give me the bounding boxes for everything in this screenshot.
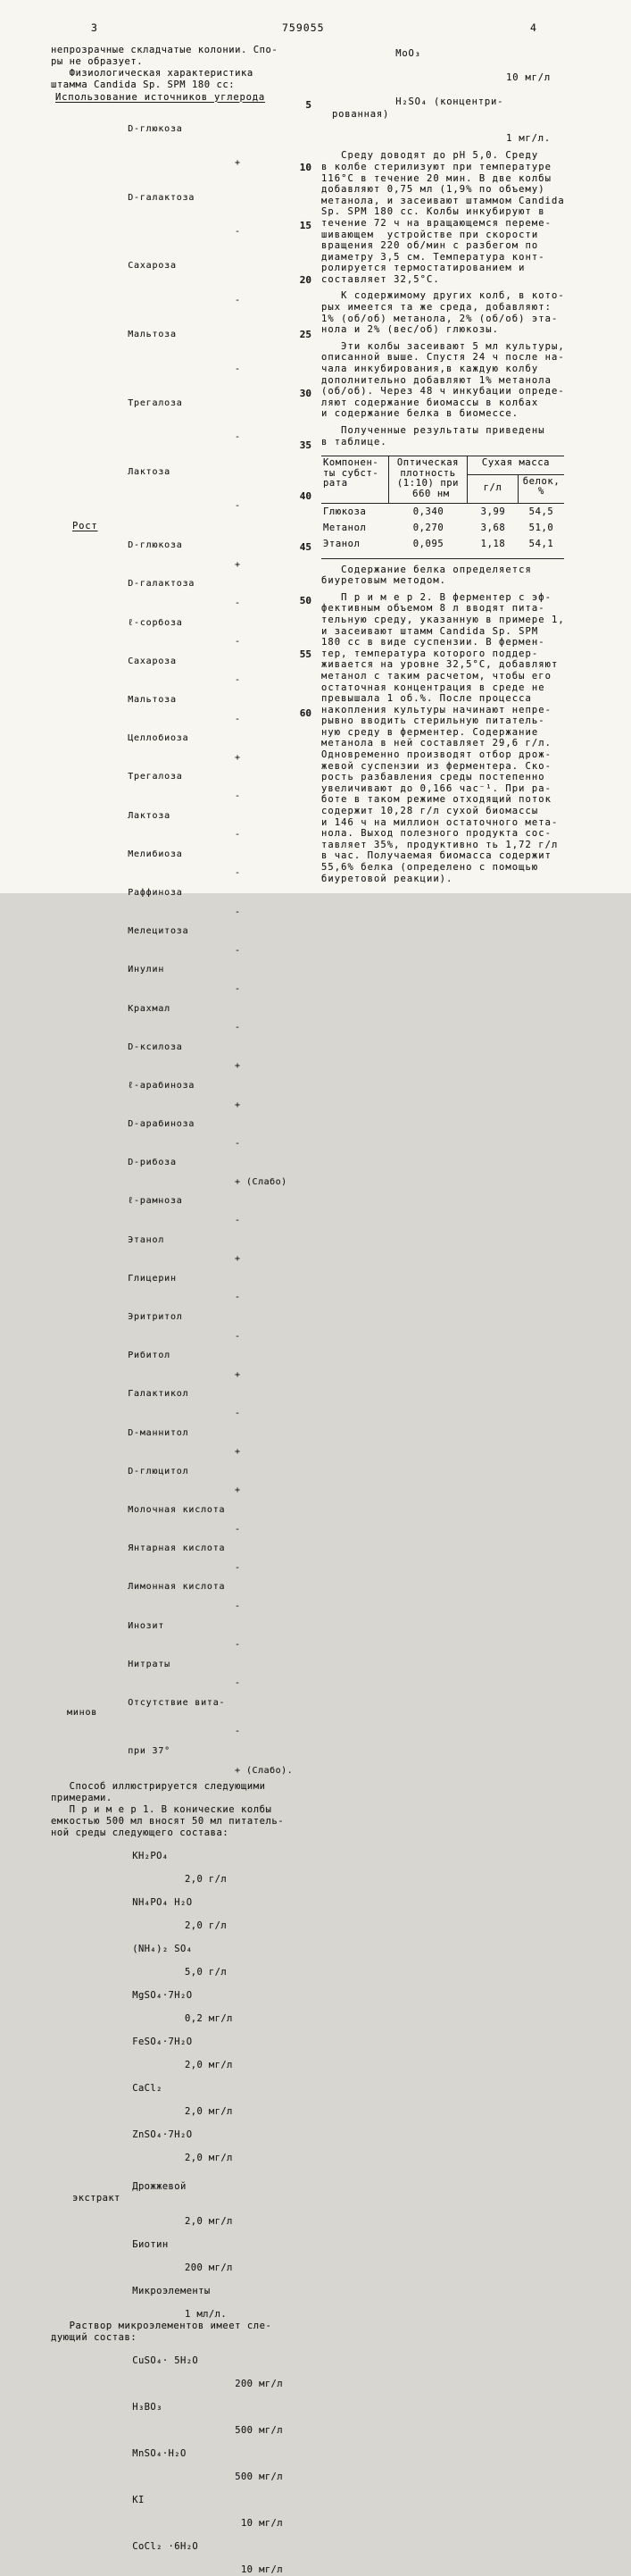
carbon-sources-heading: Использование источников углерода — [55, 91, 266, 103]
growth-row — [67, 1535, 304, 1573]
chemical-formula: (NH₄)₂ SO₄ — [132, 1943, 193, 1954]
medium-preparation-paragraph: Среду доводят до pH 5,0. Среду в колбе стерилизуют при температуре 116°С в течение 20 мин. В две колбы добавляют 0,75 мл (1,9% по объему) метанола, и засеивают штаммом Candida Sp. SPM 180 cc. Колбы инкубируют в течение 72 ч на вращающемся переме- шивающем устройстве при скорости вращения 220 об/мин с разбегом по диаметру 3,5 см. Температура конт- ролируется термостатированием и составляет 32,5°С. — [321, 150, 565, 285]
reaction-sign: - — [235, 637, 241, 648]
extra-components-list — [51, 2170, 304, 2321]
substance-name: Сахароза — [128, 656, 177, 666]
substance-name: ℓ-сорбоза — [128, 617, 183, 628]
reaction-sign: + — [235, 158, 241, 169]
trace-element-row — [72, 2530, 304, 2576]
cell-component: Метанол — [323, 522, 367, 533]
reaction-sign: - — [235, 295, 241, 305]
reaction-sign: - — [235, 1216, 241, 1226]
medium-component-row — [72, 2025, 304, 2071]
reaction-sign: + — [235, 752, 241, 763]
intro-paragraph: непрозрачные складчатые колонии. Спо- ры не образует. — [51, 45, 278, 67]
substance-name: D-галактоза — [128, 192, 195, 203]
reaction-sign: - — [235, 1331, 241, 1342]
cell-dry-mass: 1,18 — [480, 538, 506, 549]
chemical-formula: H₃BO₃ — [132, 2401, 162, 2413]
substance-name: D-маннитол — [128, 1427, 189, 1438]
growth-row — [67, 1072, 304, 1110]
chemical-formula: NH₄PO₄ H₂O — [132, 1896, 193, 1908]
right-column — [321, 36, 594, 884]
carbon-source-row — [67, 378, 304, 447]
reaction-sign: - — [235, 1023, 241, 1033]
reaction-sign: - — [235, 1640, 241, 1651]
growth-row — [67, 764, 304, 802]
substance-name: Мальтоза — [128, 330, 177, 340]
chemical-formula: FeSO₄·7H₂O — [132, 2036, 193, 2047]
column-subheader-protein: белок, % — [522, 475, 560, 498]
growth-row — [67, 571, 304, 609]
reaction-sign: - — [235, 501, 241, 512]
amount-value: 10 мг/л — [240, 2517, 283, 2529]
amount-value: 5,0 г/л — [185, 1966, 228, 1978]
column-header-dry-mass: Сухая масса — [468, 456, 564, 474]
amount-value: 2,0 мг/л — [185, 2105, 233, 2117]
line-number: 40 — [299, 490, 311, 502]
line-number: 30 — [299, 388, 311, 399]
growth-row — [67, 957, 304, 995]
reaction-sign: - — [235, 1138, 241, 1149]
chemical-row — [332, 36, 594, 84]
growth-row — [67, 1651, 304, 1689]
growth-row — [67, 1574, 304, 1612]
page-number-right: 4 — [530, 21, 537, 34]
trace-element-row — [72, 2483, 304, 2530]
growth-row — [67, 1303, 304, 1342]
growth-row — [67, 1110, 304, 1149]
amount-value: 2,0 г/л — [185, 1873, 228, 1885]
cell-optical-density: 0,270 — [412, 522, 444, 533]
amount-value: 10 мг/л — [506, 71, 551, 83]
carbon-source-row — [67, 171, 304, 240]
chemical-formula: MgSO₄·7H₂O — [132, 1989, 193, 2001]
component-name: Биотин — [132, 2238, 169, 2250]
column-header-component: Компонен- ты субст- рата — [321, 456, 389, 502]
substance-name: Лимонная кислота — [128, 1582, 226, 1593]
chemical-formula: KH₂PO₄ — [132, 1850, 169, 1861]
growth-row — [67, 1033, 304, 1072]
results-table-body — [321, 504, 564, 552]
page-number-left: 3 — [91, 21, 98, 34]
growth-row — [67, 1737, 304, 1776]
substance-name: Трегалоза — [128, 772, 183, 782]
substance-name: D-арабиноза — [128, 1119, 195, 1130]
reaction-sign: + — [235, 1254, 241, 1265]
substance-name: Раффиноза — [128, 887, 183, 898]
medium-component-row — [72, 1839, 304, 1886]
substance-name: Янтарная кислота — [128, 1543, 226, 1554]
substance-name: Мелибиоза — [128, 849, 183, 859]
reaction-sign: + — [235, 1369, 241, 1380]
substance-name: Молочная кислота — [128, 1504, 226, 1515]
extra-component-row — [72, 2170, 304, 2228]
reaction-sign: - — [235, 675, 241, 686]
other-flasks-paragraph: К содержимому других колб, в кото- рых имеется та же среда, добавляют: 1% (об/об) метанола, 2% (об/об) эта- нола и 2% (вес/об) глюкозы. — [321, 290, 565, 336]
substance-name: D-ксилоза — [128, 1041, 183, 1052]
reaction-sign: - — [235, 1678, 241, 1689]
growth-row — [67, 995, 304, 1033]
reaction-sign: - — [235, 1727, 241, 1737]
substance-name: Эритритол — [128, 1312, 183, 1323]
growth-heading: Рост — [72, 520, 98, 531]
growth-row — [67, 1150, 304, 1188]
substance-name: Лактоза — [128, 810, 170, 821]
line-number: 50 — [299, 595, 311, 606]
medium-component-row — [72, 1886, 304, 1932]
reaction-sign: - — [235, 364, 241, 374]
cell-component: Этанол — [323, 538, 361, 549]
amount-value: 1 мл/л. — [185, 2308, 228, 2320]
reaction-sign: - — [235, 868, 241, 879]
chemical-row — [332, 84, 594, 145]
amount-value: 200 мг/л — [185, 2262, 233, 2273]
amount-value: 2,0 мг/л — [185, 2059, 233, 2070]
line-number: 45 — [299, 541, 311, 553]
chemical-formula: CaCl₂ — [132, 2082, 162, 2094]
medium-component-row — [72, 2118, 304, 2164]
method-paragraph: Способ иллюстрируется следующими примерами. — [51, 1781, 266, 1804]
growth-row — [67, 532, 304, 571]
reaction-sign: - — [235, 1409, 241, 1419]
substance-name: D-глюкоза — [128, 540, 183, 551]
trace-element-row — [72, 2437, 304, 2483]
reaction-sign: + — [235, 1061, 241, 1072]
substance-name: Глицерин — [128, 1273, 177, 1284]
amount-value: 500 мг/л — [235, 2424, 283, 2436]
reaction-sign: - — [235, 1601, 241, 1611]
substance-name: Галактикол — [128, 1389, 189, 1400]
continued-chemicals-list — [321, 36, 594, 145]
growth-row — [67, 648, 304, 686]
chemical-formula: CoCl₂ ·6H₂O — [132, 2540, 199, 2552]
trace-element-row — [72, 2390, 304, 2437]
carbon-source-row — [67, 240, 304, 309]
reaction-sign: + (Слабо) — [235, 1176, 287, 1187]
substance-name: D-глюцитол — [128, 1466, 189, 1476]
trace-elements-list — [51, 2344, 304, 2576]
growth-row — [67, 1381, 304, 1419]
chemical-formula: MnSO₄·H₂O — [132, 2447, 187, 2459]
reaction-sign: - — [235, 791, 241, 802]
reaction-sign: - — [235, 1562, 241, 1573]
column-subheader-gl: г/л — [468, 475, 519, 503]
growth-row — [67, 1342, 304, 1380]
phys-char-paragraph: Физиологическая характеристика штамма Candida Sp. SPM 180 cc: — [51, 67, 253, 90]
substance-name: Сахароза — [128, 261, 177, 272]
reaction-sign: + — [235, 1447, 241, 1458]
substance-name: D-глюкоза — [128, 123, 183, 134]
chemical-formula: CuSO₄· 5H₂O — [132, 2354, 199, 2366]
extra-component-row — [72, 2274, 304, 2321]
substance-name: D-галактоза — [128, 579, 195, 590]
substance-name: Крахмал — [128, 1003, 170, 1014]
substance-name: Мелецитоза — [128, 926, 189, 937]
example2-paragraph: П р и м е р 2. В ферментер с эф- фективным объемом 8 л вводят пита- тельную среду, указанную в примере 1, и засеивают штамм Candida Sp. SPM 180 cc в виде суспензии. В фермен- тер, температура которого поддер- живается на уровне 32,5°С, добавляют метанол с таким расчетом, чтобы его остаточная концентрация в среде не превышала 1 об.%. После процесса накопления культуры начинают непре- рывно вводить стерильную питатель- ную среду в ферментер. Содержание метанола в ней составляет 29,6 г/л. Одновременно производят отбор дрож- жевой суспензии из ферментера. Ско- рость разбавления среды постепенно увеличивают до 0,166 час⁻¹. При ра- боте в таком режиме отходящий поток содержит 10,28 г/л сухой биомассы и 146 ч на миллион остаточного мета- нола. Выход полезного продукта сос- тавляет 35%, продуктивно ть 1,72 г/л в час. Получаемая биомасса содержит 55,6% белка (определено с помощью биуретовой реакции). — [321, 591, 565, 884]
substance-name: Инозит — [128, 1620, 165, 1631]
table-row — [321, 504, 564, 520]
substance-name: при 37° — [128, 1745, 170, 1756]
reaction-sign: - — [235, 830, 241, 841]
reaction-sign: - — [235, 227, 241, 238]
component-name: Микроэлементы — [132, 2285, 211, 2296]
substance-name: Инулин — [128, 965, 165, 975]
results-intro-paragraph: Полученные результаты приведены в таблице. — [321, 425, 545, 447]
substance-name: Рибитол — [128, 1351, 170, 1361]
component-name: Дрожжевой экстракт — [72, 2180, 187, 2204]
chemical-formula: ZnSO₄·7H₂O — [132, 2129, 193, 2140]
carbon-source-row — [67, 104, 304, 172]
line-number: 35 — [299, 439, 311, 451]
results-table — [321, 456, 564, 558]
reaction-sign: - — [235, 945, 241, 956]
growth-list — [51, 532, 304, 1777]
trace-solution-paragraph: Раствор микроэлементов имеет сле- дующий состав: — [51, 2320, 272, 2343]
cell-dry-mass: 3,99 — [480, 506, 506, 517]
amount-value: 10 мг/л — [240, 2563, 283, 2575]
reaction-sign: - — [235, 598, 241, 609]
growth-row — [67, 1265, 304, 1303]
growth-row — [67, 686, 304, 724]
reaction-sign: + (Слабо). — [235, 1765, 294, 1776]
substance-name: Целлобиоза — [128, 733, 189, 744]
substance-name: D-рибоза — [128, 1158, 177, 1168]
growth-row — [67, 609, 304, 648]
extra-component-row — [72, 2228, 304, 2274]
carbon-sources-list — [51, 104, 304, 515]
growth-row — [67, 879, 304, 917]
cell-component: Глюкоза — [323, 506, 367, 517]
line-number: 20 — [299, 274, 311, 286]
growth-row — [67, 1226, 304, 1265]
carbon-source-row — [67, 309, 304, 378]
medium-component-row — [72, 1932, 304, 1978]
growth-row — [67, 802, 304, 841]
growth-row — [67, 1188, 304, 1226]
amount-value: 500 мг/л — [235, 2471, 283, 2482]
medium-composition-list — [51, 1839, 304, 2164]
growth-row — [67, 724, 304, 763]
line-number: 5 — [305, 99, 311, 111]
reaction-sign: - — [235, 983, 241, 994]
cell-protein: 54,1 — [528, 538, 554, 549]
carbon-source-row — [67, 447, 304, 515]
reaction-sign: - — [235, 432, 241, 443]
table-row — [321, 520, 564, 536]
growth-row — [67, 841, 304, 879]
line-number: 55 — [299, 648, 311, 660]
medium-component-row — [72, 2071, 304, 2118]
substance-name: Этанол — [128, 1234, 165, 1245]
trace-element-row — [72, 2344, 304, 2390]
column-header-optical-density: Оптическая плотность (1:10) при 660 нм — [389, 456, 468, 502]
substance-name: ℓ-арабиноза — [128, 1080, 195, 1091]
cell-optical-density: 0,095 — [412, 538, 444, 549]
medium-component-row — [72, 1978, 304, 2025]
growth-row — [67, 1612, 304, 1651]
growth-row — [67, 1689, 304, 1737]
table-row — [321, 536, 564, 552]
line-number: 60 — [299, 707, 311, 719]
chemical-formula: MoO₃ — [395, 47, 421, 59]
line-number: 10 — [299, 162, 311, 173]
amount-value: 0,2 мг/л — [185, 2012, 233, 2024]
results-table-header — [321, 456, 564, 503]
chemical-formula: KI — [132, 2494, 145, 2505]
amount-value: 200 мг/л — [235, 2378, 283, 2389]
cell-dry-mass: 3,68 — [480, 522, 506, 533]
reaction-sign: + — [235, 559, 241, 570]
line-number: 15 — [299, 220, 311, 231]
growth-row — [67, 1419, 304, 1458]
reaction-sign: - — [235, 1292, 241, 1303]
example1-paragraph: П р и м е р 1. В конические колбы емкостью 500 мл вносят 50 мл питатель- ной среды следующего состава: — [51, 1804, 285, 1838]
substance-name: Лактоза — [128, 466, 170, 477]
amount-value: 2,0 г/л — [185, 1919, 228, 1931]
cell-protein: 54,5 — [528, 506, 554, 517]
reaction-sign: - — [235, 714, 241, 724]
reaction-sign: + — [235, 1485, 241, 1496]
amount-value: 2,0 мг/л — [185, 2152, 233, 2163]
substance-name: Мальтоза — [128, 695, 177, 706]
inoculation-paragraph: Эти колбы засеивают 5 мл культуры, описанной выше. Спустя 24 ч после на- чала инкубирования,в каждую колбу дополнительно добавляют 1% метанола (об/об). Через 48 ч инкубации опреде- ляют содержание биомассы в колбах и содержание белка в биомессе. — [321, 340, 565, 420]
amount-value: 1 мг/л. — [506, 132, 551, 144]
amount-value: 2,0 мг/л — [185, 2215, 233, 2227]
substance-name: Нитраты — [128, 1659, 170, 1669]
growth-row — [67, 917, 304, 956]
cell-protein: 51,0 — [528, 522, 554, 533]
substance-name: Отсутствие вита- минов — [67, 1697, 226, 1718]
chemical-formula: H₂SO₄ (концентри- рованная) — [332, 96, 504, 120]
cell-optical-density: 0,340 — [412, 506, 444, 517]
protein-method-paragraph: Содержание белка определяется биуретовым методом. — [321, 564, 532, 587]
substance-name: ℓ-рамноза — [128, 1196, 183, 1207]
reaction-sign: - — [235, 1524, 241, 1535]
growth-row — [67, 1496, 304, 1535]
substance-name: Трегалоза — [128, 398, 183, 409]
growth-row — [67, 1458, 304, 1496]
line-number: 25 — [299, 329, 311, 340]
left-column — [51, 45, 304, 2576]
reaction-sign: - — [235, 907, 241, 917]
reaction-sign: + — [235, 1100, 241, 1110]
patent-number: 759055 — [282, 21, 325, 34]
